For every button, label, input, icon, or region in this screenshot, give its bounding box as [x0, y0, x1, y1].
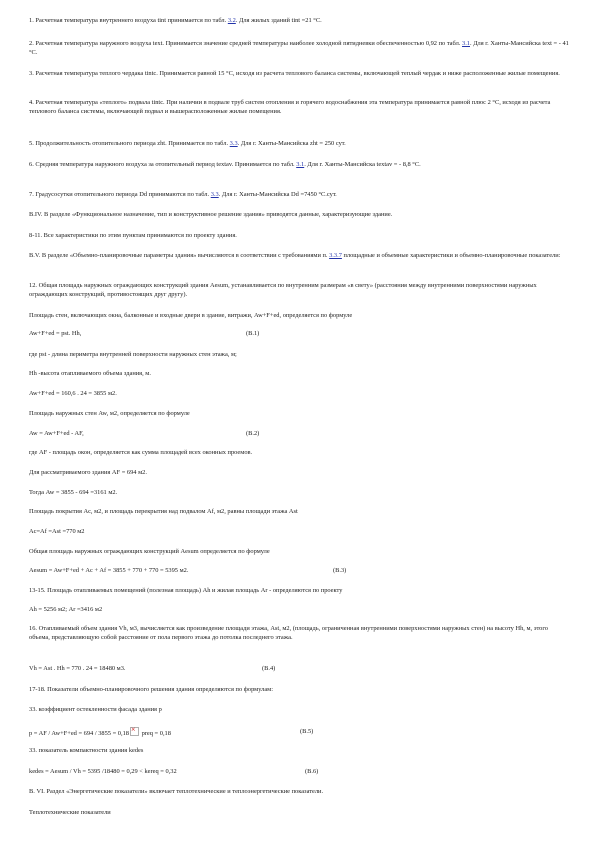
broken-image-icon — [130, 727, 139, 736]
section-iv-intro: В.IV. В разделе «Функциональное назначение, тип и конструктивное решение здания» приводятся данные, характеризующие здание. — [29, 211, 393, 218]
formula-b6: kedes = Aesum / Vh = 5395 /18480 = 0,29 < kereq = 0,32 — [29, 768, 177, 775]
formula-b4: Vh = Ast . Hh = 770 . 24 = 18480 м3. — [29, 665, 126, 672]
section-v-intro: В.V. В разделе «Объемно-планировочные параметры здания» вычисляются в соответствии с требованиями п. 3.3.7 площадные и объемные характеристики и объемно-планировочные показатели: — [29, 252, 561, 259]
formula-b2: Aw = Aw+F+ed - AF, — [29, 430, 84, 437]
paragraph-6: 6. Средняя температура наружного воздуха за отопительный период textav. Принимается по табл. 3.1. Для г. Ханты-Мансийска textav = - 8,8 °С. — [29, 161, 421, 168]
calc-wall-area: Aw+F+ed = 160,6 . 24 = 3855 м2. — [29, 390, 117, 397]
paragraph-16: 16. Отапливаемый объем здания Vh, м3, вычисляется как произведение площади этажа, Ast, м2, (площадь, ограниченная внутренними поверхностями наружных стен) на высоту Hh, м, этого объема, представляющую собой расстояние от пола первого этажа до потолка последнего этажа. — [29, 625, 549, 641]
text-perimeter-definition: где pst - длина периметра внутренней поверхности наружных стен этажа, м; — [29, 351, 237, 358]
formula-b1: Aw+F+ed = pst. Hh, — [29, 330, 82, 337]
formula-number-b5: (В.5) — [300, 728, 314, 735]
subsection-heading: Теплотехнические показатели — [29, 809, 111, 816]
table-link[interactable]: 3.3 — [210, 191, 219, 198]
text-total-area-formula: Общая площадь наружных ограждающих конструкций Aesum определяется по формуле — [29, 548, 270, 555]
value-roof-floor-area: Ac=Af =Ast =770 м2 — [29, 528, 85, 535]
formula-number-b1: (В.1) — [246, 330, 260, 337]
paragraph-1: 1. Расчетная температура внутреннего воздуха tint принимается по табл. 3.2. Для жилых зданий tint =21 °С. — [29, 17, 322, 24]
paragraph-13-15: 13-15. Площадь отапливаемых помещений (полезная площадь) Ah и жилая площадь Ar - определяются по проекту — [29, 587, 343, 594]
text-outer-wall-formula: Площадь наружных стен Aw, м2, определяется по формуле — [29, 410, 190, 417]
table-link[interactable]: 3.3 — [229, 140, 238, 147]
clause-link[interactable]: 3.3.7 — [329, 252, 342, 259]
section-vi-intro: В. VI. Раздел «Энергетические показатели» включает теплотехнические и теплоэнергетические показатели. — [29, 788, 324, 795]
formula-b3: Aesum = Aw+F+ed + Ac + Af = 3855 + 770 + 770 = 5395 м2. — [29, 567, 189, 574]
paragraph-3: 3. Расчетная температура теплого чердака tintc. Принимается равной 15 °С, исходя из расчета теплового баланса системы, включающей теплый чердак и ниже расположенные жилые помещения. — [29, 70, 560, 77]
formula-number-b3: (В.3) — [333, 567, 347, 574]
paragraph-2: 2. Расчетная температура наружного воздуха text. Принимается значение средней температуры наиболее холодной пятидневки обеспеченностью 0,92 по табл. 3.1. Для г. Ханты-Мансийска text = - 41 °С. — [29, 40, 569, 56]
text-glazing-coefficient: 33. коэффициент остекленности фасада здания p — [29, 706, 162, 713]
formula-number-b4: (В.4) — [262, 665, 276, 672]
table-link[interactable]: 3.2 — [227, 17, 236, 24]
table-link[interactable]: 3.1 — [462, 40, 470, 47]
text-window-area-definition: где AF - площадь окон, определяется как сумма площадей всех оконных проемов. — [29, 449, 253, 456]
paragraph-12: 12. Общая площадь наружных ограждающих конструкций здания Aesum, устанавливается по внутренним размерам «в свету» (расстояния между внутренними поверхностями наружных ограждающих конструкций, противостоящих друг другу). — [29, 282, 537, 298]
text-roof-floor-area: Площадь покрытия Ac, м2, и площадь перекрытия над подвалом Af, м2, равны площади этажа Ast — [29, 508, 298, 515]
text-compactness: 33. показатель компактности здания kedes — [29, 747, 144, 754]
formula-number-b2: (В.2) — [246, 430, 260, 437]
table-link[interactable]: 3.1 — [296, 161, 305, 168]
text-height-definition: Hh -высота отапливаемого объема здания, м. — [29, 370, 151, 377]
paragraph-8-11: 8-11. Все характеристики по этим пунктам принимаются по проекту здания. — [29, 232, 237, 239]
paragraph-7: 7. Градусосутки отопительного периода Dd принимаются по табл. 3.3. Для г. Ханты-Мансийска Dd =7450 °С.сут. — [29, 191, 337, 198]
text-wall-area: Площадь стен, включающих окна, балконные и входные двери в здание, витражи, Aw+F+ed, определяется по формуле — [29, 312, 353, 319]
paragraph-4: 4. Расчетная температура «теплого» подвала tintc. При наличии в подвале труб систем отопления и горячего водоснабжения эта температура принимается равной плюс 2 °С, исходя из расчета теплового баланса системы, включающей подвал и вышерасположенные жилые помещения. — [29, 99, 551, 115]
calc-outer-wall-area: Тогда Aw = 3855 - 694 =3161 м2. — [29, 489, 118, 496]
formula-b5: p = AF / Aw+F+ed = 694 / 3855 = 0,18× preq = 0,18 — [29, 727, 569, 738]
value-heated-living-area: Ah = 5256 м2; Ar =3416 м2 — [29, 606, 103, 613]
paragraph-17-18: 17-18. Показатели объемно-планировочного решения здания определяются по формулам: — [29, 686, 273, 693]
paragraph-5: 5. Продолжительность отопительного периода zht. Принимается по табл. 3.3. Для г. Ханты-Мансийска zht = 250 сут. — [29, 140, 346, 147]
value-window-area: Для рассматриваемого здания AF = 694 м2. — [29, 469, 147, 476]
formula-number-b6: (В.6) — [305, 768, 319, 775]
